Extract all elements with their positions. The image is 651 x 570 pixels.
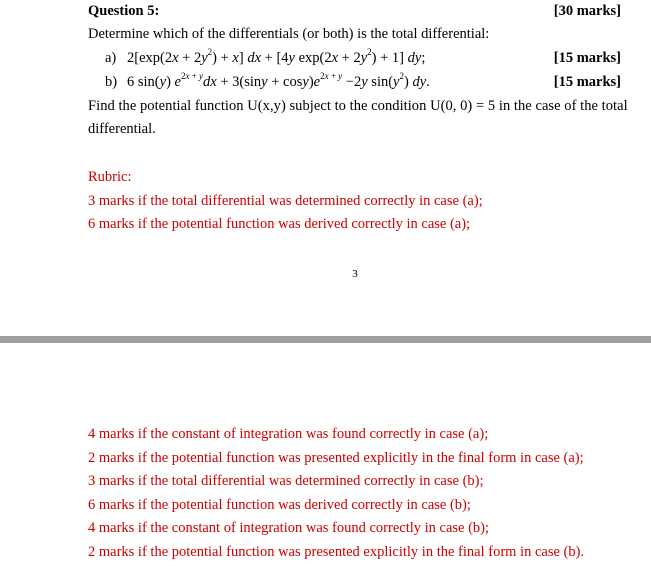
part-a-label: a) — [105, 50, 117, 66]
part-a-expression: $2[\exp(2x + 2y^2) + x]$ dx + [4y $\exp(2x + 2y^2) + 1$] dy; — [127, 47, 426, 66]
part-b-label: b) — [105, 74, 118, 90]
rubric-item: 4 marks if the constant of integration was found correctly in case (a); — [88, 426, 489, 442]
find-potential-line-2: differential. — [88, 121, 156, 137]
rubric-item: 2 marks if the potential function was presented explicitly in the final form in case (a); — [88, 450, 584, 466]
part-a-marks: [15 marks] — [553, 50, 621, 66]
question-total-marks: [30 marks] — [553, 3, 621, 19]
rubric-item: 2 marks if the potential function was presented explicitly in the final form in case (b). — [88, 544, 585, 560]
question-title: Question 5: — [88, 3, 160, 19]
part-b-marks: [15 marks] — [553, 74, 621, 90]
document-page-2 — [0, 343, 651, 570]
page-number: 3 — [352, 268, 358, 280]
rubric-item: 6 marks if the potential function was derived correctly in case (a); — [88, 216, 471, 232]
find-potential-line-1: Find the potential function U(x,y) subject to the condition U(0, 0) = 5 in the case of the total — [88, 98, 628, 114]
page-break-separator — [0, 336, 651, 343]
rubric-item: 4 marks if the constant of integration was found correctly in case (b); — [88, 520, 490, 536]
question-prompt: Determine which of the differentials (or both) is the total differential: — [88, 26, 490, 42]
part-b-expression: 6 sin(y) $e^{2x + y}dx + 3(\sin y + \cos y)e^{2x + y} -2y$ $\sin(y^2)$ dy. — [127, 71, 430, 90]
rubric-item: 3 marks if the total differential was determined correctly in case (a); — [88, 193, 483, 209]
rubric-item: 3 marks if the total differential was determined correctly in case (b); — [88, 473, 484, 489]
rubric-item: 6 marks if the potential function was derived correctly in case (b); — [88, 497, 471, 513]
rubric-heading: Rubric: — [88, 169, 132, 185]
